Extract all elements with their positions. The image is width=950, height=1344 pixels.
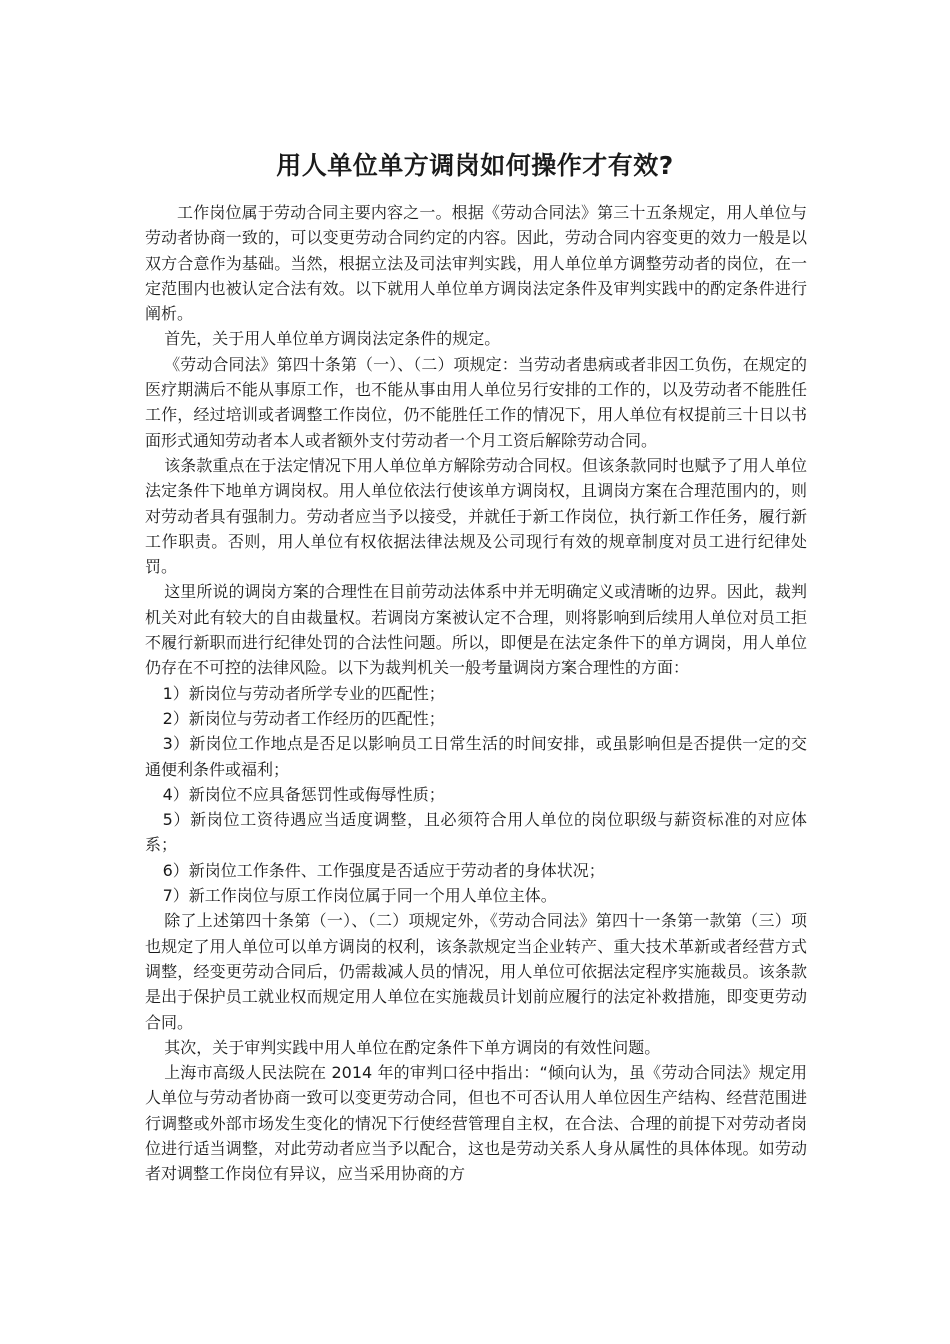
paragraph-first-heading: 首先，关于用人单位单方调岗法定条件的规定。 xyxy=(164,329,501,349)
paragraph-article-40: 《劳动合同法》第四十条第（一）、（二）项规定：当劳动者患病或者非因工负伤，在规定的医疗期满后不能从事原工作，也不能从事由用人单位另行安排的工作的，以及劳动者不能胜任工作，经过培训或者调整工作岗位，仍不能胜任工作的情况下，用人单位有权提前三十日以书面形式通知劳动者本人或者额外支付劳动者一个月工资后解除劳动合同。 xyxy=(145,354,807,450)
document-title: 用人单位单方调岗如何操作才有效? xyxy=(276,150,674,180)
paragraph-shanghai-court: 上海市高级人民法院在 2014 年的审判口径中指出：“倾向认为，虽《劳动合同法》规定用人单位与劳动者协商一致可以变更劳动合同，但也不可否认用人单位因生产结构、经营范围进行调整或外部市场发生变化的情况下行使经营管理自主权，在合法、合理的前提下对劳动者岗位进行适当调整，对此劳动者应当予以配合，这也是劳动关系人身从属性的具体体现。如劳动者对调整工作岗位有异议，应当采用协商的方 xyxy=(145,1063,807,1184)
list-item: 6）新岗位工作条件、工作强度是否适应于劳动者的身体状况； xyxy=(162,860,605,880)
paragraph-intro: 工作岗位属于劳动合同主要内容之一。根据《劳动合同法》第三十五条规定，用人单位与劳动者协商一致的，可以变更劳动合同约定的内容。因此，劳动合同内容变更的效力一般是以双方合意作为基础。当然，根据立法及司法审判实践，用人单位单方调整劳动者的岗位，在一定范围内也被认定合法有效。以下就用人单位单方调岗法定条件及审判实践中的酌定条件进行阐析。 xyxy=(145,203,807,324)
list-item: 1）新岗位与劳动者所学专业的匹配性； xyxy=(162,683,445,703)
paragraph-second-heading: 其次，关于审判实践中用人单位在酌定条件下单方调岗的有效性问题。 xyxy=(164,1037,661,1057)
list-item: 2）新岗位与劳动者工作经历的匹配性； xyxy=(162,708,445,728)
list-item: 4）新岗位不应具备惩罚性或侮辱性质； xyxy=(162,784,445,804)
list-item: 3）新岗位工作地点是否足以影响员工日常生活的时间安排，或虽影响但是否提供一定的交通便利条件或福利； xyxy=(145,734,807,779)
list-item: 7）新工作岗位与原工作岗位属于同一个用人单位主体。 xyxy=(162,886,557,906)
paragraph-article-41: 除了上述第四十条第（一）、（二）项规定外，《劳动合同法》第四十一条第一款第（三）项也规定了用人单位可以单方调岗的权利，该条款规定当企业转产、重大技术革新或者经营方式调整，经变更劳动合同后，仍需裁减人员的情况，用人单位可依据法定程序实施裁员。该条款是出于保护员工就业权而规定用人单位在实施裁员计划前应履行的法定补救措施，即变更劳动合同。 xyxy=(145,911,807,1032)
document-body xyxy=(145,200,807,1187)
paragraph-clause-focus: 该条款重点在于法定情况下用人单位单方解除劳动合同权。但该条款同时也赋予了用人单位法定条件下地单方调岗权。用人单位依法行使该单方调岗权，且调岗方案在合理范围内的，则对劳动者具有强制力。劳动者应当予以接受，并就任于新工作岗位，执行新工作任务，履行新工作职责。否则，用人单位有权依据法律法规及公司现行有效的规章制度对员工进行纪律处罚。 xyxy=(145,455,807,577)
paragraph-reasonableness: 这里所说的调岗方案的合理性在目前劳动法体系中并无明确定义或清晰的边界。因此，裁判机关对此有较大的自由裁量权。若调岗方案被认定不合理，则将影响到后续用人单位对员工拒不履行新职而进行纪律处罚的合法性问题。所以，即便是在法定条件下的单方调岗，用人单位仍存在不可控的法律风险。以下为裁判机关一般考量调岗方案合理性的方面： xyxy=(145,582,807,678)
list-item: 5）新岗位工资待遇应当适度调整，且必须符合用人单位的岗位职级与薪资标准的对应体系； xyxy=(145,810,807,855)
